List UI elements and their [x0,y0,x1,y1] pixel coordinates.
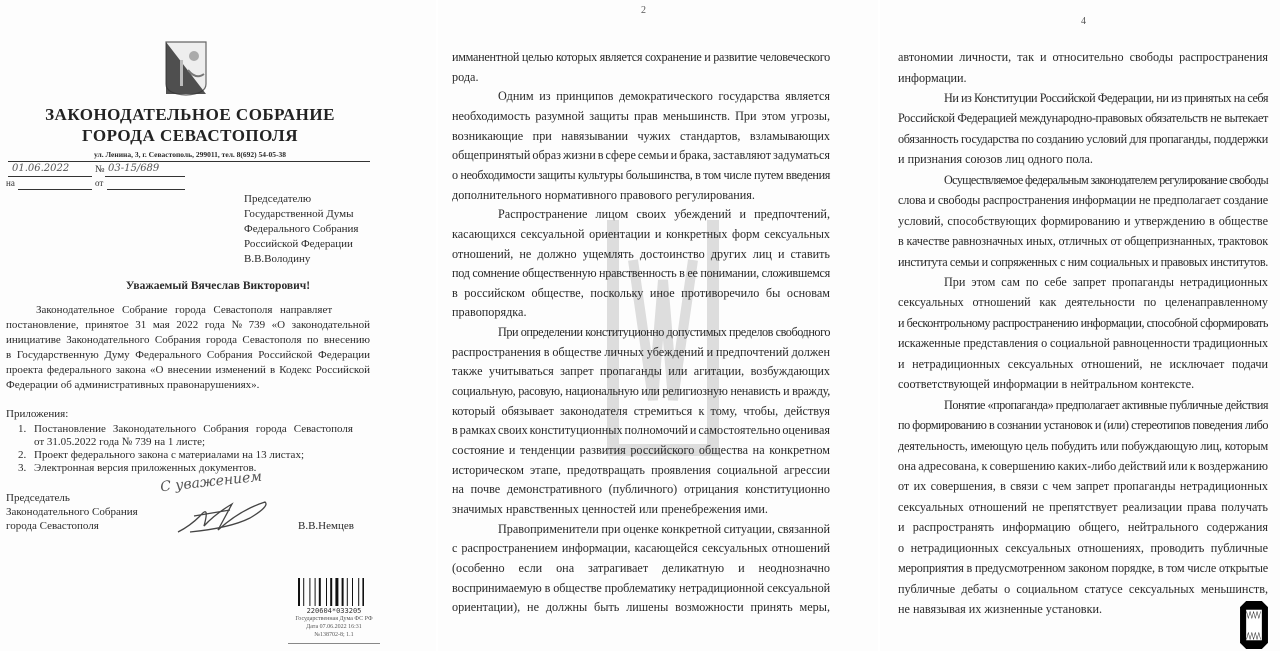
text-line: с распространением информации, касающейся сексуальных отношений [452,541,830,556]
text-line: Правоприменители при оценке конкретной ситуации, связанной [498,521,830,536]
outgoing-number: 03-15/689 [108,163,160,174]
attachment-number: 2. [18,449,27,461]
text-line: При этом сам по себе запрет пропаганды нетрадиционных [944,274,1268,289]
body-line: проекта федерального закона «О внесении изменений в Кодекс Российской [6,364,370,376]
black-o-logo-icon [1240,601,1268,649]
text-line: который обязывает законодателя стремиться к тому, чтобы, действуя [452,403,830,418]
page-4 [880,0,1280,651]
addressee-line: Федерального Собрания [244,223,359,235]
attachment-number: 1. [18,423,27,435]
org-address: ул. Ленина, 3, г. Севастополь, 299011, тел. 8(692) 54-05-38 [93,150,287,159]
barcode-bar [352,578,353,606]
text-line: правопорядка. [452,305,527,320]
text-line: дополнительного нормативного правового регулирования. [452,187,755,202]
barcode-bar [330,578,332,606]
text-line: соответствующей информации в нейтральном контексте. [898,377,1195,392]
outgoing-number-label: № [95,164,105,175]
stamp-line: Государственная Дума ФС РФ [295,616,373,622]
text-line: искаженные представления о социальной равноценности традиционных [898,336,1268,351]
page-number: 4 [1081,16,1086,27]
text-line: сексуальных отношений как деятельности по целенаправленному [898,295,1268,310]
text-line: слова и свободы распространения информации не предполагает создание [898,193,1268,208]
text-line: от их совершения, в связи с чем запрет пропаганды нетрадиционных [898,479,1268,494]
text-line: необходимость разумной защиты прав меньшинств. При этом угрозы, [452,108,830,123]
text-line: публичные дебаты о социальном статусе сексуальных меньшинств, [898,581,1268,596]
barcode-bar [347,578,348,606]
ref-from-label: от [95,178,104,188]
text-line: в качестве равнозначных иных, отличных от общепризнанных, трактовок [898,234,1268,248]
signer-title-line: Председатель [6,492,70,504]
ref-from-underline [107,189,185,190]
text-line: Ни из Конституции Российской Федерации, ни из принятых на себя [944,90,1268,105]
body-line: постановление, принятое 31 мая 2022 года № 739 «О законодательной [6,319,370,331]
text-line: также учитываться запрет пропаганды или агитации, возбуждающих [452,364,830,379]
attachment-line: Электронная версия приложенных документов. [34,462,257,474]
signature-icon [170,496,280,536]
text-line: При определении конституционно допустимых пределов свободного [498,325,830,340]
body-line: Законодательное Собрание города Севастополя направляет [36,304,333,316]
signer-title-line: Законодательного Собрания [6,506,138,518]
header-rule [8,161,370,162]
signer-title-line: города Севастополя [6,520,99,532]
addressee-line: Российской Федерации [244,238,353,250]
body-line: Федерации об административных правонарушениях». [6,379,260,391]
text-line: возникающие при навязывании чужих стандартов, взламывающих [452,128,830,143]
text-line: ориентации), не должны быть лишены возможности принять меры, [452,600,830,615]
body-line: в Государственную Думу Федерального Собрания Российской Федерации [6,349,370,361]
text-line: (особенно если она затрагивает деликатную и неоднозначно [452,560,830,575]
text-line: о нетрадиционных сексуальных отношениях, проводить публичные [898,540,1268,555]
text-line: рода. [452,69,479,84]
barcode-bar [342,578,344,606]
barcode-bar [335,578,338,606]
text-line: под сомнение общественную нравственность в ее понимании, сложившемся [452,266,830,281]
barcode-bar [309,578,310,606]
attachments-label: Приложения: [6,408,69,420]
text-line: мероприятия в предусмотренном законом порядке, в том числе открытые [898,561,1268,576]
text-line: условий, способствующих формированию и утверждению в обществе [898,213,1268,228]
text-line: общепринятый образ жизни в сфере семьи и брака, заставляют задуматься [452,148,830,163]
attachment-line: Проект федерального закона с материалами на 13 листах; [34,449,304,461]
attachment-line: Постановление Законодательного Собрания города Севастополя [34,423,353,435]
text-line: и признания союзов лиц одного пола. [898,152,1093,167]
text-line: воспринимаемую в обществе проблематику нетрадиционной сексуальной [452,580,830,595]
barcode-bar [298,578,300,606]
text-line: Понятие «пропаганда» предполагает активные публичные действия [944,397,1268,412]
text-line: она адресована, к совершению каких-либо действий или к воздержанию [898,459,1268,473]
text-line: социальную, расовую, национальную или религиозную ненависть и вражду, [452,384,830,398]
signer-name: В.В.Немцев [298,520,354,532]
outgoing-date: 01.06.2022 [12,163,70,174]
barcode-bar [315,578,316,606]
stamp-line: Дата 07.06.2022 16:31 [306,624,362,630]
text-line: сексуальных отношений не препятствует реализации права получать [898,499,1268,514]
text-line: о необходимости защиты культуры большинства, в том числе путем введения [452,167,830,182]
text-line: и бесконтрольному распространению информации, способной сформировать [898,315,1268,330]
text-line: в российском обществе, поскольку иное противоречило бы основам [452,285,830,300]
text-line: Осуществляемое федеральным законодателем регулирование свободы [944,172,1268,187]
sevastopol-coat-of-arms-icon [164,40,208,96]
text-line: обязанность государства по созданию условий для пропаганды, поддержки [898,131,1268,146]
text-line: Одним из принципов демократического государства является [498,89,830,104]
text-line: отношений, не должно ущемлять достоинство других лиц и ставить [452,246,830,261]
page-cover-letter [0,0,436,651]
page-number: 2 [641,5,646,16]
barcode-bar [303,578,304,606]
greeting: Уважаемый Вячеслав Викторович! [125,280,311,292]
barcode-bar [362,578,364,606]
page-2 [438,0,878,651]
text-line: на почве демонстративного (публичного) отрицания конституционно [452,482,830,497]
barcode-bar [326,578,327,606]
text-line: Российской Федерацией международно-правовых обязательств не вытекает [898,111,1268,126]
number-underline [105,176,185,177]
text-line: значимых нравственных ценностей или пренебрежения ими. [452,501,768,516]
text-line: деятельность, имеющую цель побудить или побуждающую лиц, которым [898,438,1268,453]
handwritten-salutation: С уважением [159,468,263,496]
addressee-line: Председателю [244,193,312,205]
stamp-line: №138702-8; 1.1 [314,632,354,638]
text-line: и нетрадиционных сексуальных отношений, не исключает подачи [898,356,1268,371]
text-line: историческом этапе, предотвращать проявления социальной агрессии [452,462,830,477]
addressee-line: Государственной Думы [244,208,354,220]
text-line: автономии личности, так и относительно свободы распространения [898,50,1268,64]
attachment-number: 3. [18,462,27,474]
text-line: Распространение лицом своих убеждений и предпочтений, [498,207,830,222]
text-line: в рамках своих конституционных полномочий и самостоятельно оценивая [452,423,830,438]
org-title-line2: ГОРОДА СЕВАСТОПОЛЯ [82,126,298,145]
text-line: информации. [898,70,967,85]
barcode-icon [296,578,364,606]
text-line: и распространять информацию общего, нейтрального содержания [898,520,1268,535]
stamp-rule [288,643,380,644]
ref-on-label: на [6,178,15,188]
text-line: имманентной целью которых является сохранение и развитие человеческого [452,50,830,64]
barcode-bar [358,578,359,606]
org-title-line1: ЗАКОНОДАТЕЛЬНОЕ СОБРАНИЕ [45,105,335,124]
date-underline [8,176,92,177]
text-line: по формированию в сознании установок и (или) стереотипов поведения либо [898,418,1268,433]
text-line: не навязывая их жизненные установки. [898,602,1103,617]
text-line: состояние и тенденции развития российского общества на конкретном [452,443,830,457]
attachment-line: от 31.05.2022 года № 739 на 1 листе; [34,436,206,448]
body-line: инициативе Законодательного Собрания города Севастополя по внесению [6,334,370,346]
text-line: института семьи и сопряженных с ним социальных и правовых институтов. [898,254,1268,269]
barcode-bar [319,578,321,606]
text-line: касающихся сексуальной ориентации и конкретных форм сексуальных [452,226,830,241]
ref-on-underline [18,189,92,190]
addressee-line: В.В.Володину [244,253,311,265]
text-line: распространения в обществе личных убеждений и предпочтений должен [452,344,830,359]
barcode-number: 220604*033205 [306,607,362,615]
